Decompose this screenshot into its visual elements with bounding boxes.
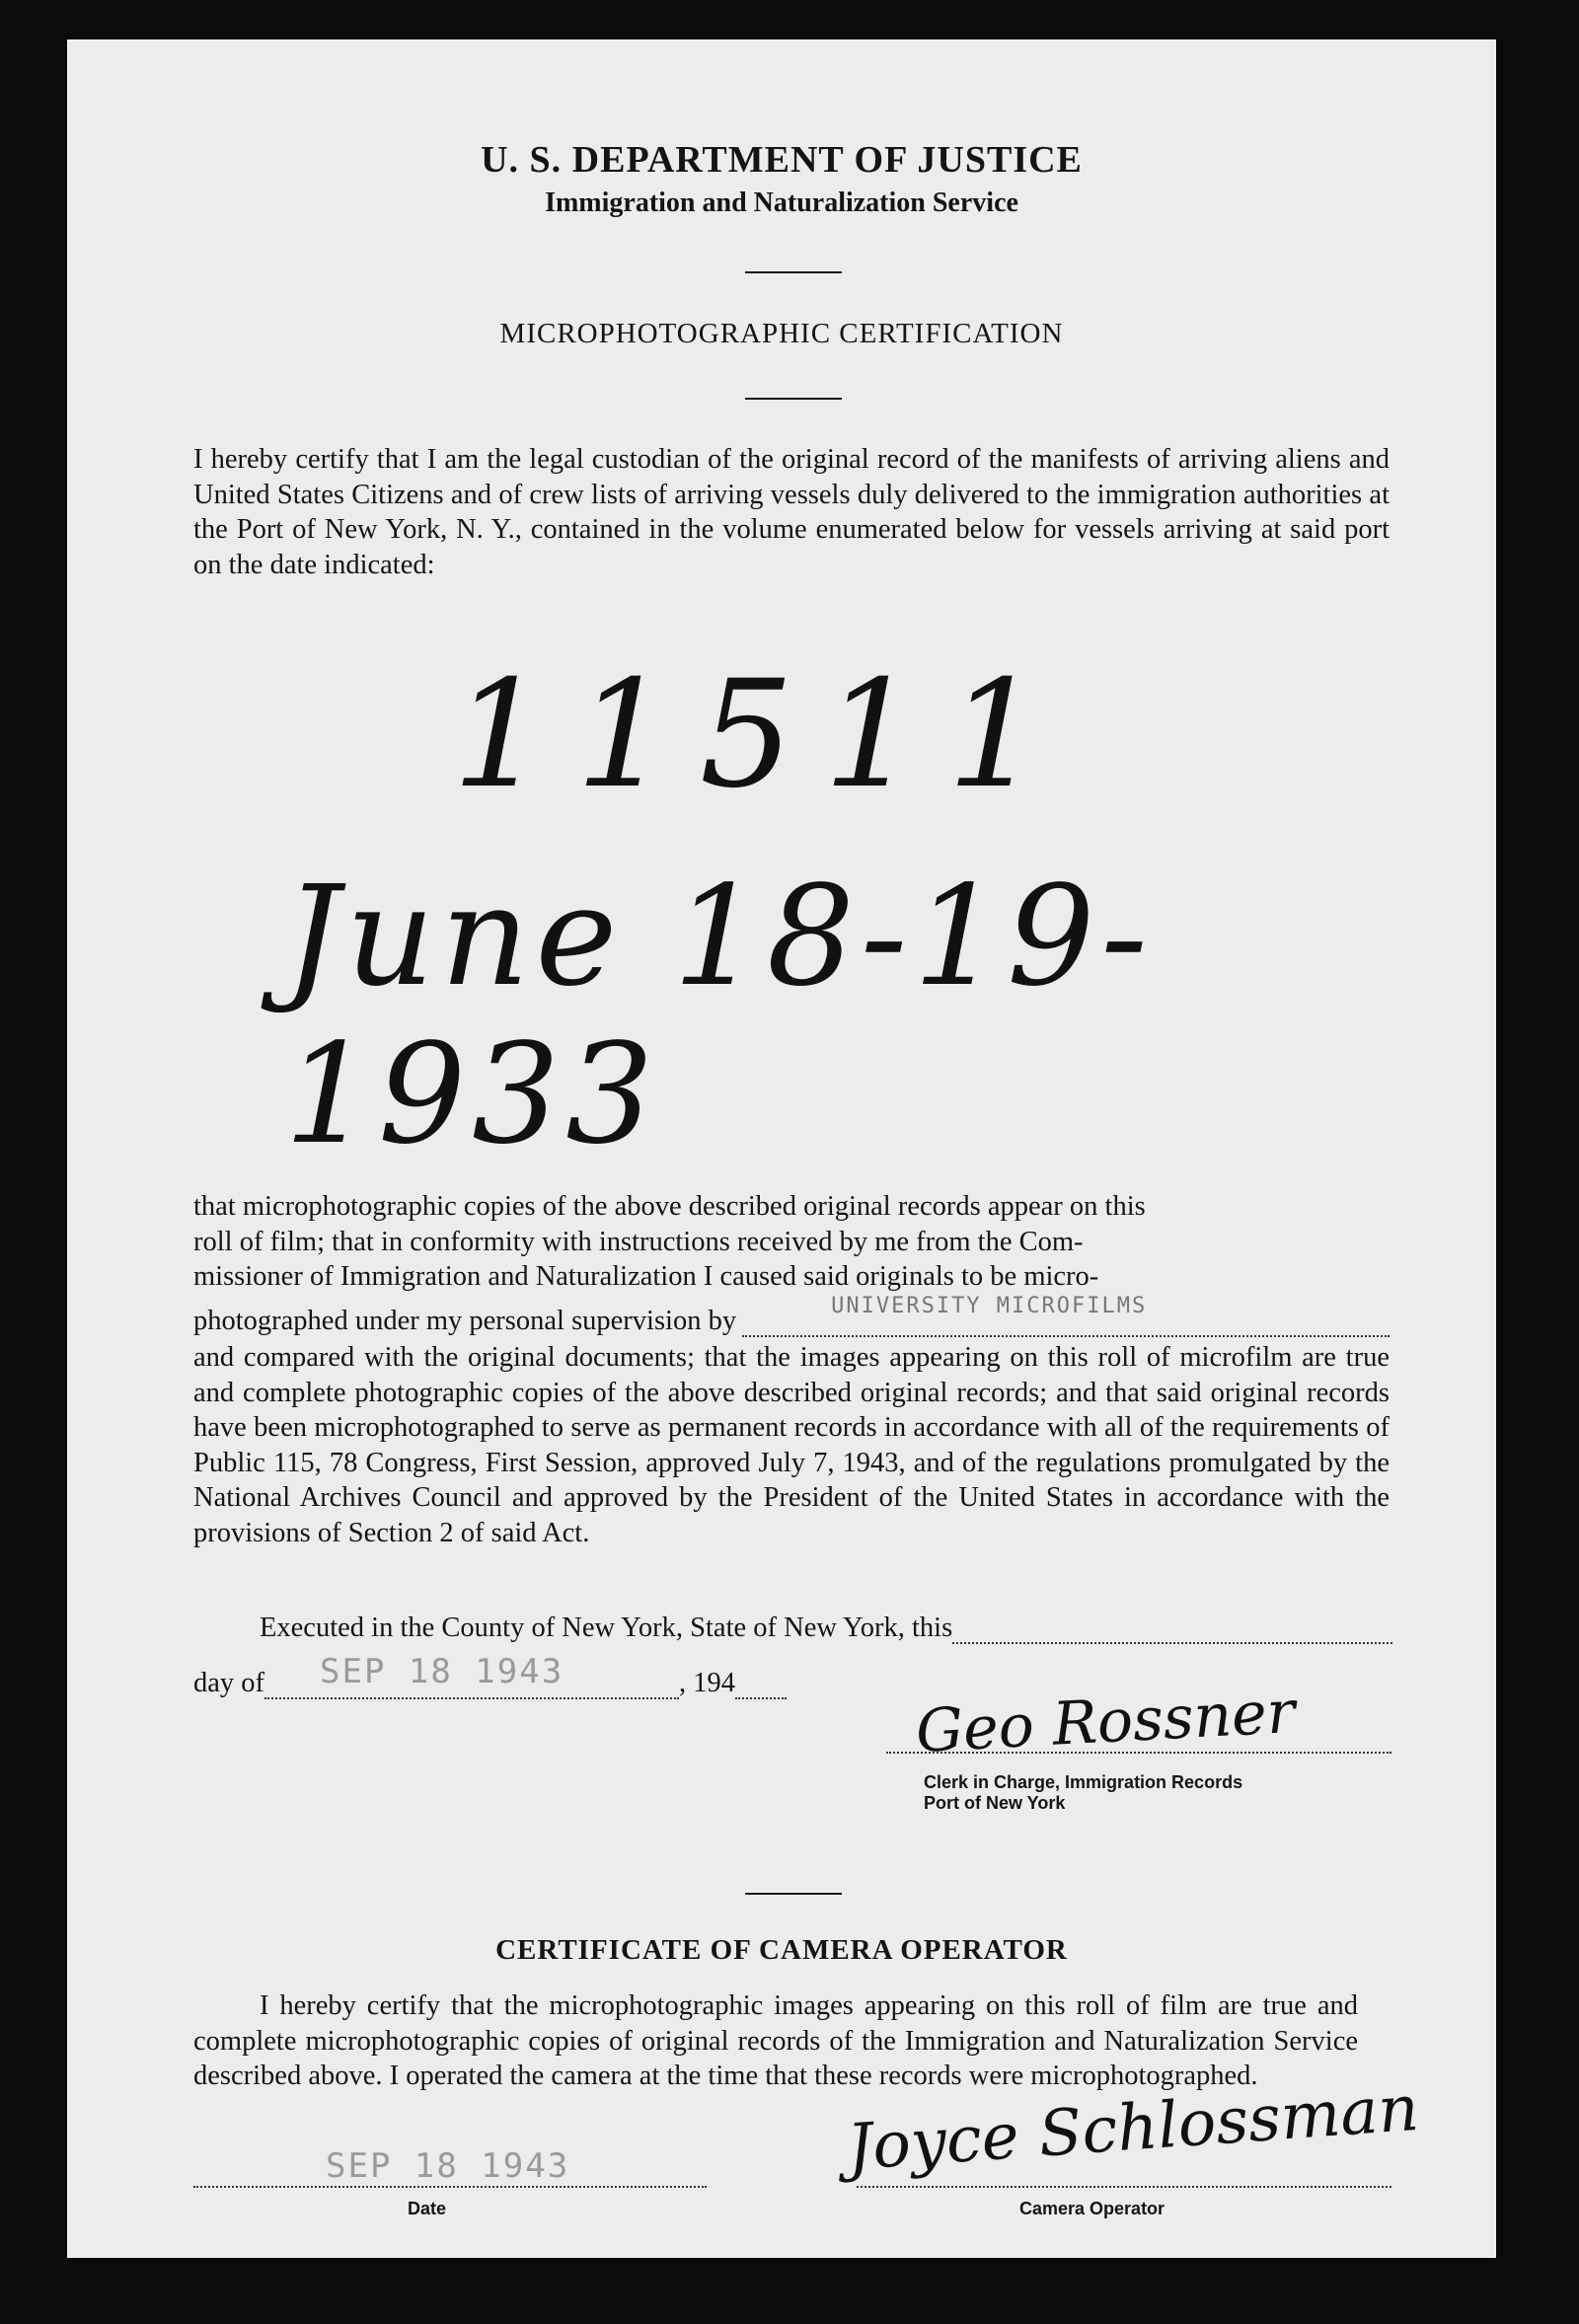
executed-line bbox=[260, 1612, 1392, 1644]
clerk-signature: Geo Rossner bbox=[914, 1677, 1297, 1767]
paragraph-line: roll of film; that in conformity with instructions received by me from the Com- bbox=[193, 1226, 1084, 1257]
clerk-title-line-1: Clerk in Charge, Immigration Records bbox=[924, 1772, 1243, 1792]
day-of-line bbox=[193, 1652, 787, 1699]
camera-date-line bbox=[193, 2186, 707, 2188]
camera-paragraph: I hereby certify that the microphotographic images appearing on this roll of film are true and complete microphotographic copies of original records of the Immigration and Naturalization Service described above. I operated the camera at the time that these records were microphotographed. bbox=[193, 1990, 1358, 2091]
supervision-prefix: photographed under my personal supervision by bbox=[193, 1306, 737, 1336]
camera-date-stamp: SEP 18 1943 bbox=[326, 2146, 570, 2186]
handwritten-volume-number: 11511 bbox=[452, 649, 1072, 821]
certification-paragraph-2-rest: and compared with the original documents; that the images appearing on this roll of microfilm are true and complete photographic copies of the above described original records; and that said original records have been microphotographed to serve as permanent records in accordance with all of the requirements of Public 115, 78 Congress, First Session, approved July 7, 1943, and of the regulations promulgated by the National Archives Council and approved by the President of the United States in accordance with the provisions of Section 2 of said Act. bbox=[193, 1342, 1390, 1548]
executed-text: Executed in the County of New York, State of New York, this bbox=[260, 1612, 953, 1643]
day-of-field bbox=[264, 1652, 679, 1699]
camera-heading: CERTIFICATE OF CAMERA OPERATOR bbox=[495, 1934, 1068, 1966]
year-prefix: , 194 bbox=[679, 1668, 736, 1698]
supervisor-stamp: UNIVERSITY MICROFILMS bbox=[831, 1294, 1148, 1318]
divider-top bbox=[745, 271, 842, 273]
camera-operator-signature: Joyce Schlossman bbox=[845, 2071, 1421, 2186]
date-stamp: SEP 18 1943 bbox=[320, 1652, 564, 1691]
paragraph-line: missioner of Immigration and Naturalization I caused said originals to be micro- bbox=[193, 1261, 1099, 1292]
paragraph-line: that microphotographic copies of the above described original records appear on this bbox=[193, 1191, 1146, 1222]
certificate-sheet bbox=[67, 39, 1496, 2258]
handwritten-arrival-date: June 18-19-1933 bbox=[284, 857, 1154, 1175]
clerk-title-line-2: Port of New York bbox=[924, 1793, 1066, 1813]
clerk-title bbox=[924, 1772, 1242, 1814]
certification-paragraph-2-start bbox=[193, 1189, 1390, 1295]
service-subtitle: Immigration and Naturalization Service bbox=[545, 187, 1018, 218]
department-title: U. S. DEPARTMENT OF JUSTICE bbox=[481, 139, 1083, 181]
certification-paragraph-1: I hereby certify that I am the legal custodian of the original record of the manifests of arriving aliens and United States Citizens and of crew lists of arriving vessels duly delivered to the immigration authorities at the Port of New York, N. Y., contained in the volume enumerated below for vessels arriving at said port on the date indicated: bbox=[193, 444, 1390, 580]
certification-heading: MICROPHOTOGRAPHIC CERTIFICATION bbox=[499, 318, 1064, 349]
year-field bbox=[735, 1672, 787, 1699]
day-of-label: day of bbox=[193, 1668, 265, 1698]
executed-day-field bbox=[952, 1616, 1392, 1644]
clerk-signature-line bbox=[886, 1752, 1391, 1754]
camera-date-label: Date bbox=[408, 2199, 447, 2218]
divider-camera bbox=[745, 1893, 842, 1895]
divider-heading bbox=[745, 398, 842, 400]
supervisor-field bbox=[742, 1294, 1390, 1337]
camera-operator-line bbox=[857, 2186, 1391, 2188]
camera-operator-label: Camera Operator bbox=[1019, 2199, 1165, 2218]
supervision-line bbox=[193, 1294, 1390, 1337]
